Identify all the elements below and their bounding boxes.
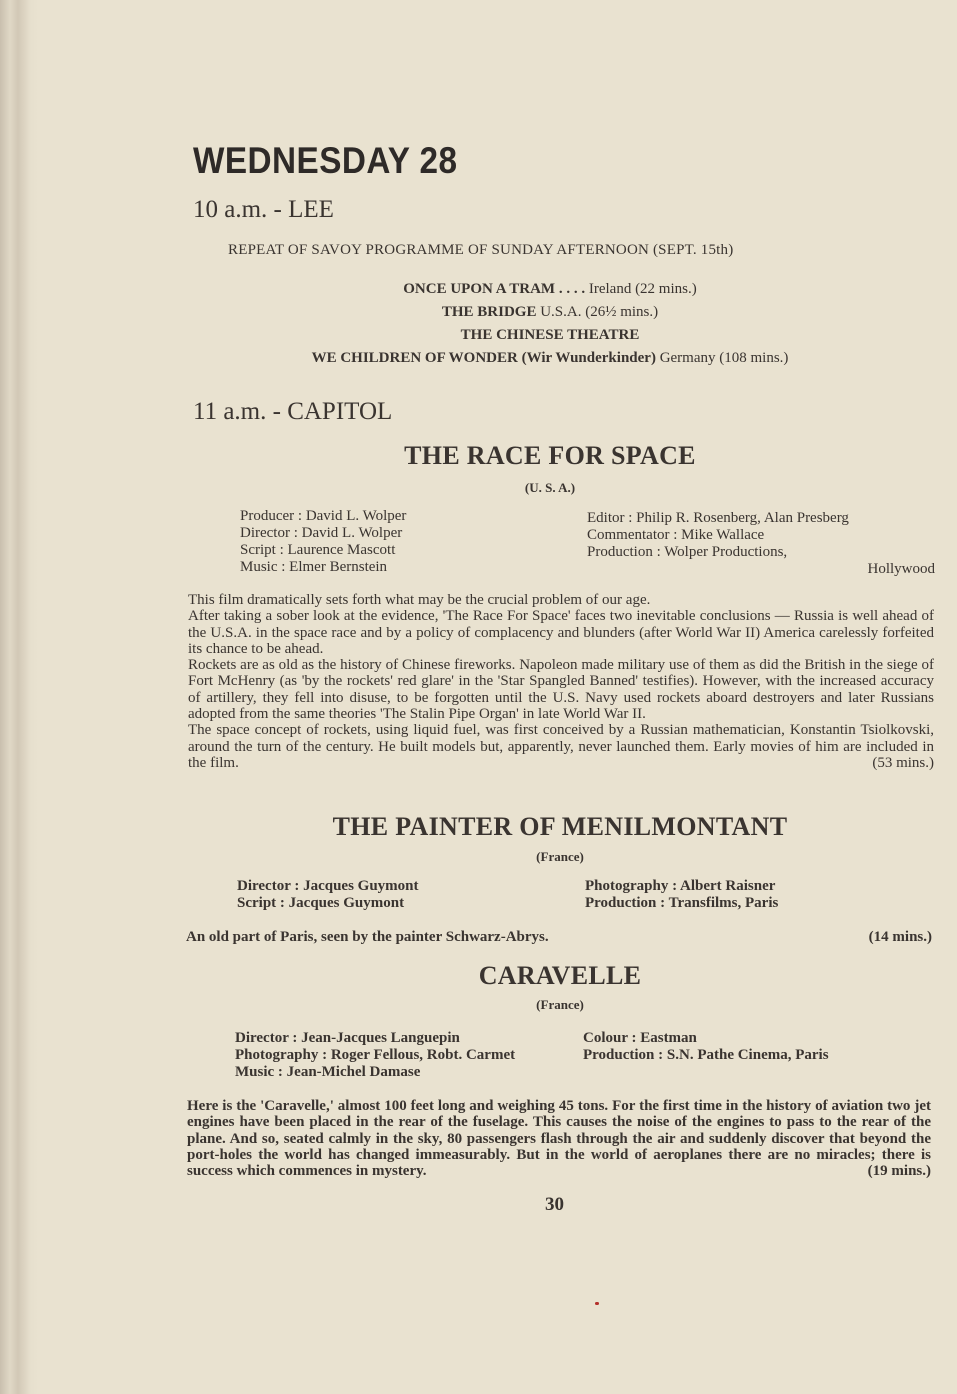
credit-line: Music : Elmer Bernstein <box>240 559 388 575</box>
synopsis-paragraph: This film dramatically sets forth what may be the crucial problem of our age. <box>188 592 651 608</box>
film-title-painter: THE PAINTER OF MENILMONTANT <box>332 812 788 841</box>
film-credits-left <box>235 1030 515 1081</box>
credit-line: Script : Jacques Guymont <box>237 895 405 911</box>
synopsis-paragraph: The space concept of rockets, using liquid fuel, was first conceived by a Russian mathematician, Konstantin Tsiolkovski, around the turn of the century. He built models but, apparently, never launched them. Early movies of him are included in the film. (53 mins.) <box>188 722 934 771</box>
film-duration: (19 mins.) <box>867 1163 931 1180</box>
film-country: (France) <box>536 997 584 1012</box>
credit-line: Editor : Philip R. Rosenberg, Alan Presberg <box>587 510 849 526</box>
session-time-lee: 10 a.m. - LEE <box>193 196 334 223</box>
film-duration: (53 mins.) <box>872 754 934 771</box>
synopsis-paragraph: Rockets are as old as the history of Chinese fireworks. Napoleon made military use of them as did the British in the siege of Fort McHenry (as 'by the rockets' red glare' in the 'Star Spangled Banned' testifies). However, with the increased accuracy of artillery, they fell into disuse, to be forgotten until the U.S. Navy used rockets aboard destroyers and later Russians adopted from the same theories 'The Stalin Pipe Organ' in late World War II. <box>188 657 934 723</box>
credit-line: Director : Jacques Guymont <box>237 878 419 894</box>
programme-item: THE BRIDGE U.S.A. (26½ mins.) <box>441 304 659 320</box>
film-title-caravelle: CARAVELLE <box>478 961 642 990</box>
credit-line: Production : Wolper Productions, <box>587 544 788 560</box>
programme-item: ONCE UPON A TRAM . . . . Ireland (22 mins.) <box>403 281 697 297</box>
film-country: (U. S. A.) <box>524 480 576 495</box>
film-credits-left <box>240 508 406 576</box>
film-credits-right <box>583 1030 829 1064</box>
programme-list <box>160 278 940 370</box>
credit-line: Photography : Albert Raisner <box>585 878 776 894</box>
film-synopsis <box>188 592 934 771</box>
credit-line: Music : Jean-Michel Damase <box>235 1064 421 1080</box>
credit-line: Colour : Eastman <box>583 1030 697 1046</box>
page-number: 30 <box>545 1194 564 1215</box>
credit-line: Script : Laurence Mascott <box>240 542 396 558</box>
credit-line: Photography : Roger Fellous, Robt. Carmet <box>235 1047 516 1063</box>
credit-line: Director : Jean-Jacques Languepin <box>235 1030 460 1046</box>
synopsis-paragraph: After taking a sober look at the evidence, 'The Race For Space' faces two inevitable conclusions — Russia is well ahead of the U.S.A. in the space race and by a policy of complacency and blunders (after World War II) America carelessly forfeited its chance to be ahead. <box>188 608 934 657</box>
credit-line: Hollywood <box>867 561 935 577</box>
film-duration: (14 mins.) <box>868 929 932 945</box>
day-heading: WEDNESDAY 28 <box>193 140 458 181</box>
film-credits-left <box>237 878 419 912</box>
film-credits-right <box>587 510 935 578</box>
credit-line: Production : S.N. Pathe Cinema, Paris <box>583 1047 829 1063</box>
credit-line: Production : Transfilms, Paris <box>585 895 779 911</box>
credit-line: Producer : David L. Wolper <box>240 508 407 524</box>
film-title-race-for-space: THE RACE FOR SPACE <box>404 441 696 470</box>
film-description: Here is the 'Caravelle,' almost 100 feet long and weighing 45 tons. For the first time in the history of aviation two jet engines have been placed in the rear of the fuselage. This causes the noise of the engines to pass to the rear of the plane. And so, seated calmly in the sky, 80 passengers flash through the air and suddenly discover that beyond the port-holes the world has changed immeasurably. But in the world of aeroplanes there are no miracles; there is success which commences in mystery. (19 mins.) <box>187 1098 931 1180</box>
session-time-capitol: 11 a.m. - CAPITOL <box>193 398 393 425</box>
film-description: An old part of Paris, seen by the painter Schwarz-Abrys. (14 mins.) <box>186 929 932 945</box>
ink-speck <box>595 1302 599 1305</box>
repeat-note: REPEAT OF SAVOY PROGRAMME OF SUNDAY AFTERNOON (SEPT. 15th) <box>228 242 734 258</box>
film-country: (France) <box>536 849 584 864</box>
credit-line: Commentator : Mike Wallace <box>587 527 765 543</box>
film-credits-right <box>585 878 778 912</box>
programme-item: WE CHILDREN OF WONDER (Wir Wunderkinder) Germany (108 mins.) <box>311 350 789 366</box>
credit-line: Director : David L. Wolper <box>240 525 403 541</box>
programme-item: THE CHINESE THEATRE <box>460 327 640 343</box>
